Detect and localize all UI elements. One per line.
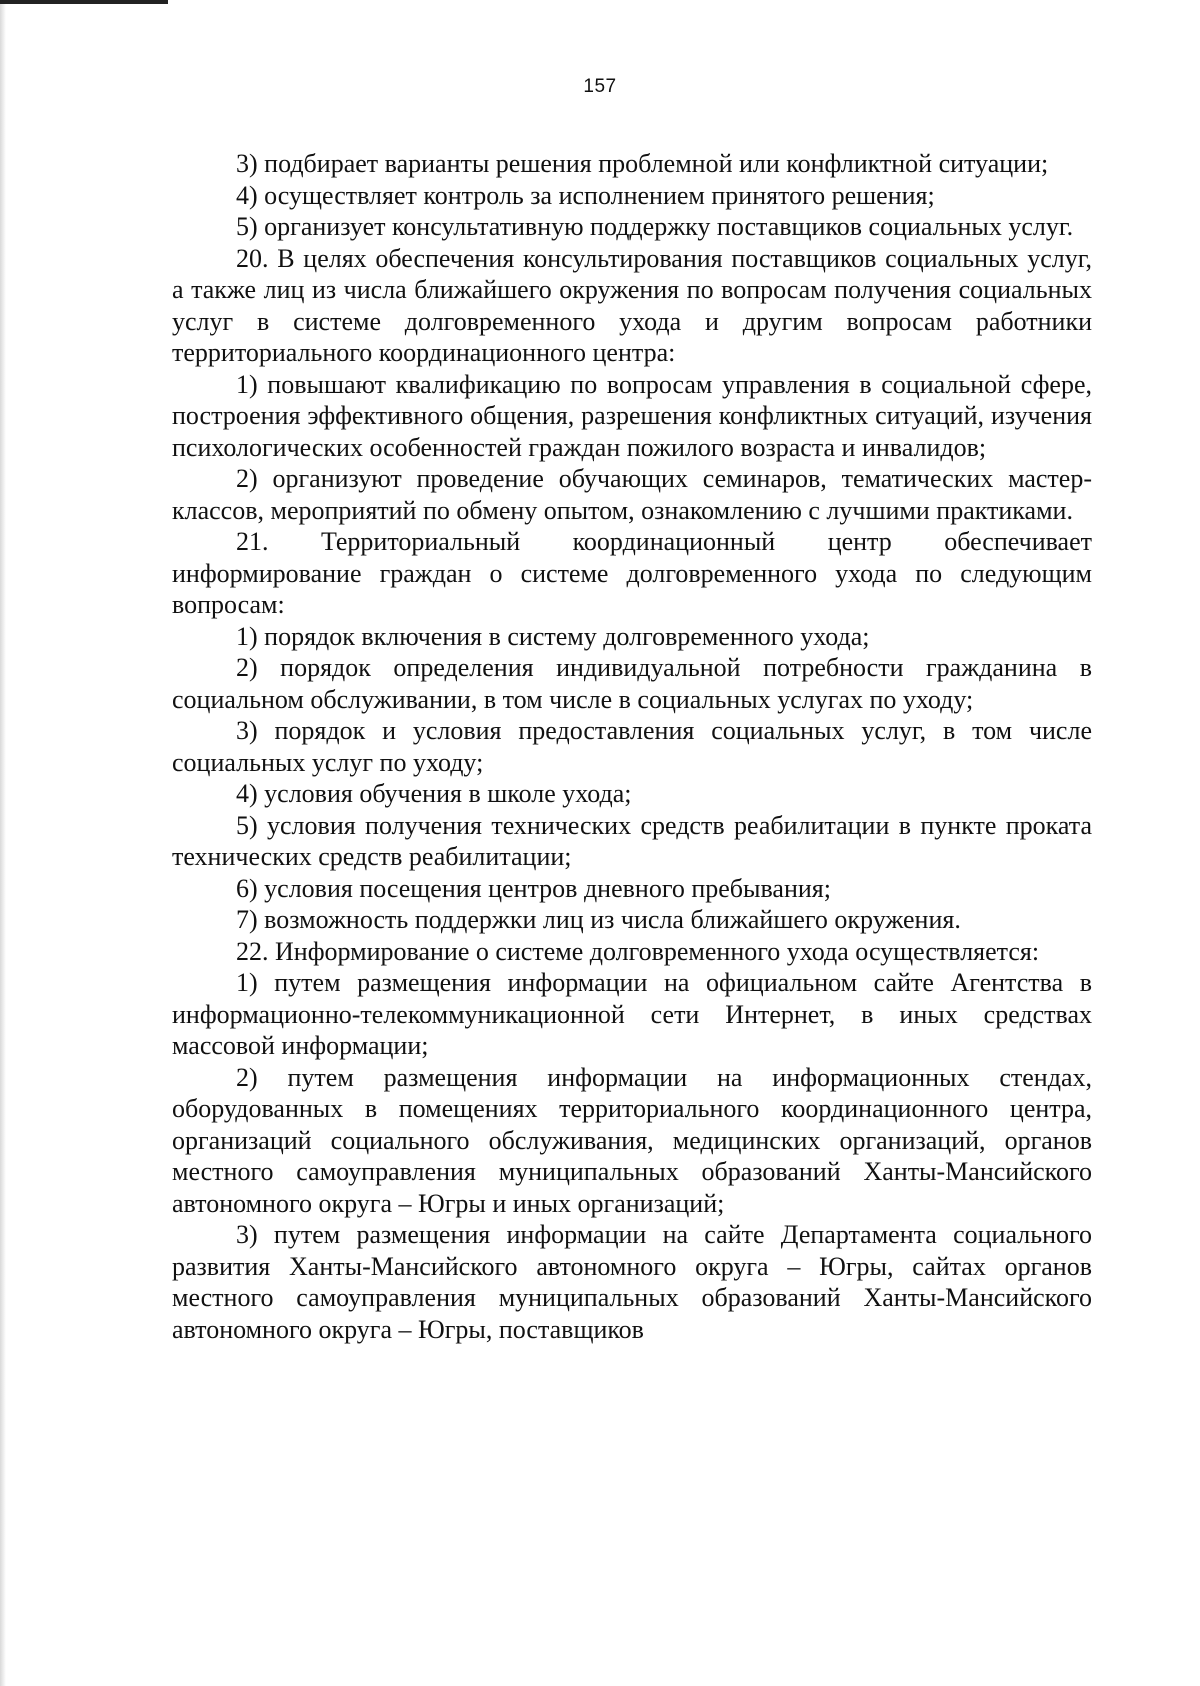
paragraph-item-5-support: 5) организует консультативную поддержку поставщиков социальных услуг. [236,212,1074,241]
paragraph-clause-22-item-1: 1) путем размещения информации на официальном сайте Агентства в информационно-телекоммуникационной сети Интернет, в иных средствах массовой информации; [172,968,1092,1060]
paragraph-clause-20-item-1: 1) повышают квалификацию по вопросам управления в социальной сфере, построения эффективного общения, разрешения конфликтных ситуаций, изучения психологических особенностей граждан пожилого возраста и инвалидов; [172,369,1092,462]
paragraph-clause-20-item-2: 2) организуют проведение обучающих семинаров, тематических мастер-классов, мероприятий по обмену опытом, ознакомлению с лучшими практиками. [172,464,1092,525]
paragraph-clause-21-item-2: 2) порядок определения индивидуальной потребности гражданина в социальном обслуживании, в том числе в социальных услугах по уходу; [172,653,1092,714]
paragraph-clause-21-item-4: 4) условия обучения в школе ухода; [236,779,632,808]
paragraph-item-3-solutions: 3) подбирает варианты решения проблемной или конфликтной ситуации; [236,149,1049,178]
paragraph-clause-21-item-5: 5) условия получения технических средств реабилитации в пункте проката технических средств реабилитации; [172,810,1092,871]
paragraph-clause-22: 22. Информирование о системе долговременного ухода осуществляется: [236,936,1040,966]
scan-top-rule [0,0,168,4]
paragraph-item-4-control: 4) осуществляет контроль за исполнением принятого решения; [236,180,935,210]
paragraph-clause-21-item-3: 3) порядок и условия предоставления социальных услуг, в том числе социальных услуг по уходу; [172,716,1092,777]
document-body [172,148,1092,1345]
paragraph-clause-21-item-1: 1) порядок включения в систему долговременного ухода; [236,621,870,651]
paragraph-clause-22-item-2: 2) путем размещения информации на информационных стендах, оборудованных в помещениях территориального координационного центра, организаций социального обслуживания, медицинских организаций, органов местного самоуправления муниципальных образований Ханты-Мансийского автономного округа – Югры и иных организаций; [172,1062,1092,1218]
paragraph-clause-21-item-6: 6) условия посещения центров дневного пребывания; [236,873,831,903]
paragraph-clause-22-item-3: 3) путем размещения информации на сайте Департамента социального развития Ханты-Мансийского автономного округа – Югры, сайтах органов местного самоуправления муниципальных образований Ханты-Мансийского автономного округа – Югры, поставщиков [172,1220,1092,1344]
paragraph-clause-20: 20. В целях обеспечения консультирования поставщиков социальных услуг, а также лиц из числа ближайшего окружения по вопросам получения социальных услуг в системе долговременного ухода и другим вопросам работники территориального координационного центра: [172,243,1092,367]
paragraph-clause-21: 21. Территориальный координационный центр обеспечивает информирование граждан о системе долговременного ухода по следующим вопросам: [172,527,1092,619]
scan-left-edge [0,0,6,1686]
paragraph-clause-21-item-7: 7) возможность поддержки лиц из числа ближайшего окружения. [236,905,961,934]
page-number: 157 [583,76,617,97]
